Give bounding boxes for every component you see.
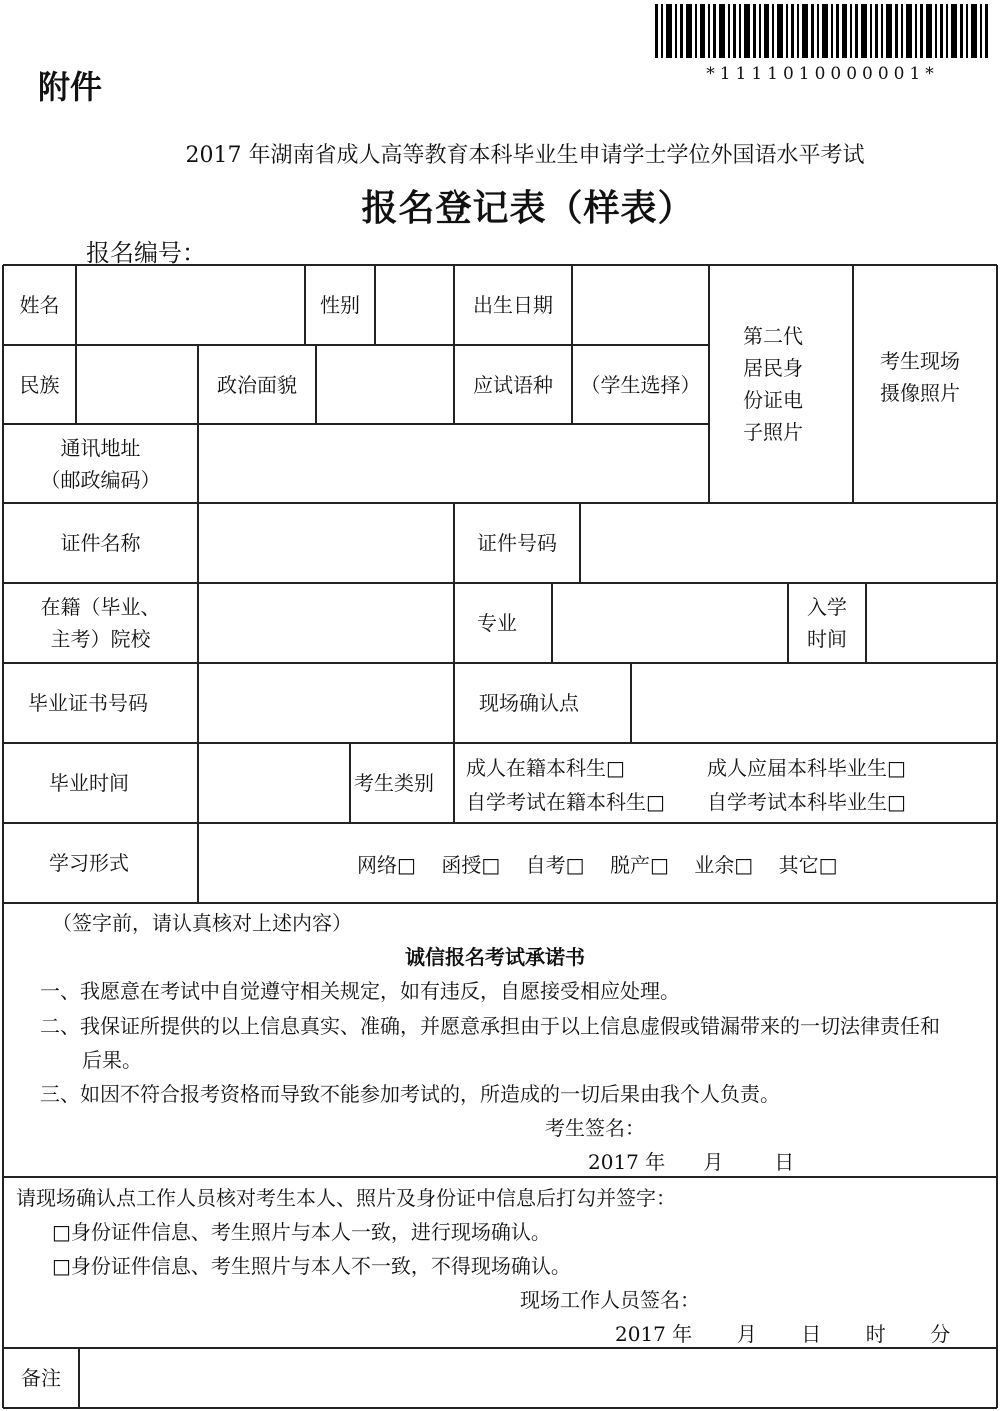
- exam-language-field[interactable]: （学生选择）: [580, 372, 701, 397]
- barcode-icon: [655, 4, 990, 58]
- id-photo-label-line: 居民身: [743, 356, 803, 380]
- ethnicity-field[interactable]: [78, 347, 196, 422]
- verification-instruction: 请现场确认点工作人员核对考生本人、照片及身份证中信息后打勾并签字：: [16, 1186, 676, 1210]
- enroll-time-label: [788, 583, 866, 663]
- name-field[interactable]: [78, 267, 303, 343]
- graduation-time-field[interactable]: [200, 745, 348, 821]
- school-field[interactable]: [200, 585, 452, 661]
- enroll-time-field[interactable]: [868, 585, 995, 661]
- political-status-label: 政治面貌: [217, 372, 297, 397]
- id-number-label: 证件号码: [477, 531, 557, 555]
- barcode-number: *1111010000001*: [706, 64, 939, 84]
- diploma-number-label: 毕业证书号码: [28, 691, 148, 715]
- diploma-number-field[interactable]: [200, 665, 452, 741]
- study-form-label: 学习形式: [49, 851, 129, 875]
- id-photo-label-line: 子照片: [743, 420, 803, 444]
- attachment-label: 附件: [38, 68, 103, 106]
- study-form-options[interactable]: 网络□ 函授□ 自考□ 脱产□ 业余□ 其它□: [357, 853, 838, 877]
- address-field[interactable]: [200, 426, 707, 501]
- id-type-field[interactable]: [200, 505, 452, 581]
- address-label-text: [41, 432, 161, 496]
- candidate-sign-date[interactable]: 2017 年 月 日: [588, 1150, 795, 1174]
- commitment-item-2: 二、我保证所提供的以上信息真实、准确，并愿意承担由于以上信息虚假或错漏带来的一切法律责任和: [40, 1014, 940, 1038]
- form-title: 报名登记表（样表）: [361, 187, 695, 229]
- school-label: [3, 583, 198, 663]
- confirmation-site-field[interactable]: [633, 665, 995, 741]
- registration-number-label: 报名编号：: [86, 239, 206, 267]
- enroll-time-label-line: 入学: [807, 595, 847, 619]
- form-subtitle: 2017 年湖南省成人高等教育本科毕业生申请学士学位外国语水平考试: [185, 143, 865, 168]
- commitment-item-1: 一、我愿意在考试中自觉遵守相关规定，如有违反，自愿接受相应处理。: [40, 979, 680, 1003]
- id-number-field[interactable]: [582, 505, 995, 581]
- major-label: 专业: [477, 611, 517, 635]
- staff-sign-datetime[interactable]: 2017 年 月 日 时 分: [615, 1322, 951, 1346]
- school-label-line: 主考）院校: [50, 627, 151, 651]
- school-label-text: [41, 591, 161, 655]
- candidate-type-option[interactable]: 自学考试本科毕业生□: [707, 790, 906, 814]
- name-label: 姓名: [19, 293, 60, 317]
- remarks-field[interactable]: [81, 1350, 995, 1406]
- live-photo-label-line: 考生现场: [880, 349, 960, 373]
- commitment-heading: 诚信报名考试承诺书: [405, 945, 585, 969]
- exam-language-label: 应试语种: [473, 372, 553, 397]
- candidate-signature-label: 考生签名：: [545, 1116, 645, 1140]
- live-photo-label: [880, 345, 960, 409]
- school-label-line: 在籍（毕业、: [40, 595, 161, 619]
- live-photo-label-line: 摄像照片: [880, 381, 960, 405]
- address-label-line: （邮政编码）: [40, 467, 161, 492]
- address-label-line: 通讯地址: [60, 435, 141, 460]
- graduation-time-label: 毕业时间: [49, 771, 129, 795]
- staff-signature-label: 现场工作人员签名：: [520, 1288, 700, 1312]
- id-photo-label-line: 第二代: [743, 324, 803, 348]
- gender-label: 性别: [320, 293, 360, 317]
- enroll-time-label-text: [807, 591, 847, 655]
- commitment-item-3: 三、如因不符合报考资格而导致不能参加考试的，所造成的一切后果由我个人负责。: [40, 1082, 780, 1106]
- birthdate-label: 出生日期: [473, 293, 553, 317]
- commitment-item-2-cont: 后果。: [82, 1048, 142, 1072]
- check-note: （签字前，请认真核对上述内容）: [52, 911, 352, 935]
- staff-signature-field[interactable]: [700, 1280, 980, 1310]
- id-photo-box[interactable]: [709, 265, 837, 503]
- candidate-type-option[interactable]: 自学考试在籍本科生□: [466, 790, 665, 814]
- enroll-time-label-line: 时间: [807, 627, 847, 651]
- remarks-label: 备注: [21, 1366, 61, 1390]
- candidate-signature-field[interactable]: [650, 1108, 950, 1138]
- confirmation-site-label: 现场确认点: [479, 691, 579, 715]
- birthdate-field[interactable]: [574, 267, 707, 343]
- gender-field[interactable]: [377, 267, 452, 343]
- id-type-label: 证件名称: [60, 531, 141, 555]
- ethnicity-label: 民族: [19, 372, 60, 397]
- candidate-type-label: 考生类别: [354, 771, 434, 795]
- id-photo-label: [743, 320, 803, 448]
- verification-option-match[interactable]: □身份证件信息、考生照片与本人一致，进行现场确认。: [52, 1220, 551, 1244]
- id-photo-label-line: 份证电: [743, 388, 803, 412]
- major-field[interactable]: [554, 585, 786, 661]
- address-label: [3, 424, 198, 503]
- political-status-field[interactable]: [318, 347, 452, 422]
- candidate-type-option[interactable]: 成人应届本科毕业生□: [707, 756, 906, 780]
- live-photo-box[interactable]: [853, 265, 987, 503]
- verification-option-mismatch[interactable]: □身份证件信息、考生照片与本人不一致，不得现场确认。: [52, 1254, 571, 1278]
- candidate-type-option[interactable]: 成人在籍本科生□: [466, 756, 625, 780]
